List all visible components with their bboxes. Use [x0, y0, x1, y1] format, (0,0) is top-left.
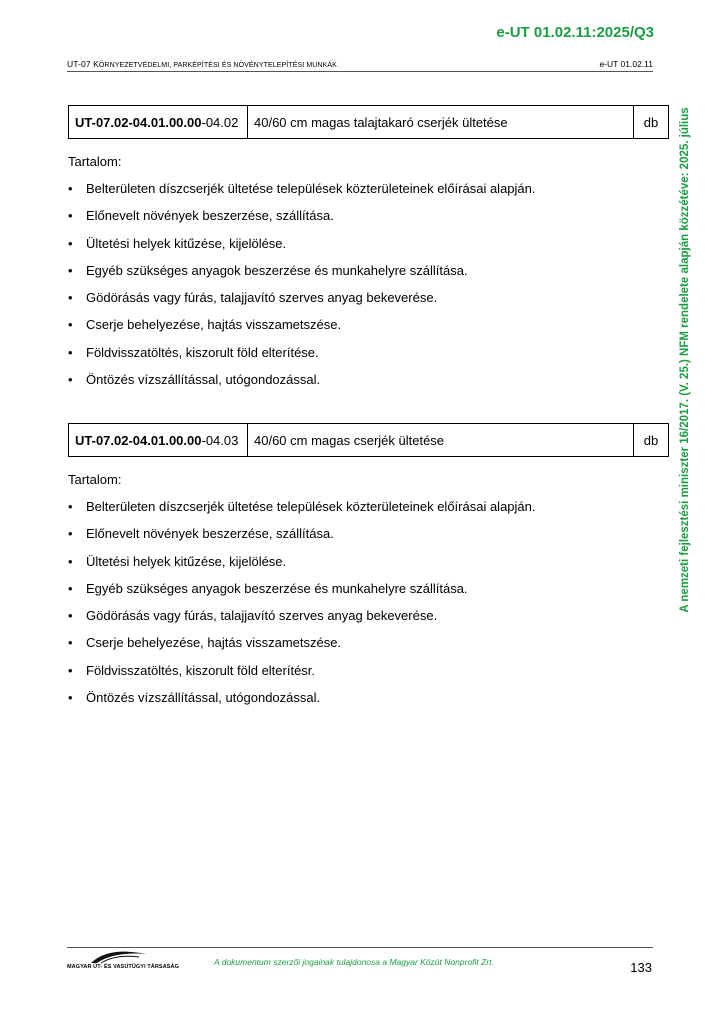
list-item-text: Ültetési helyek kitűzése, kijelölése.	[86, 235, 287, 251]
list-item-text: Gödörásás vagy fúrás, talajjavító szerves anyag bekeverése.	[86, 290, 438, 306]
list-item	[68, 553, 668, 570]
chapter-title-rest: ÖRNYEZETVÉDELMI, PARKÉPÍTÉSI ÉS NÖVÉNYTELEPÍTÉSI MUNKÁK	[98, 62, 337, 69]
bullet-icon: •	[68, 608, 73, 624]
list-item	[68, 662, 668, 679]
list-item-text: Cserje behelyezése, hajtás visszametszése.	[86, 317, 342, 333]
bullet-icon: •	[68, 290, 73, 306]
bullet-icon: •	[68, 344, 73, 360]
item-unit-cell: db	[634, 424, 669, 457]
list-item	[68, 498, 668, 515]
bullet-icon: •	[68, 526, 73, 542]
list-item	[68, 262, 668, 279]
list-item-text: Földvisszatöltés, kiszorult föld elterítése.	[86, 344, 319, 360]
item-table-2	[68, 423, 669, 457]
list-item-text: Gödörásás vagy fúrás, talajjavító szerves anyag bekeverése.	[86, 608, 438, 624]
bullet-icon: •	[68, 635, 73, 651]
item-code-cell	[69, 106, 248, 139]
list-item-text: Öntözés vízszállítással, utógondozással.	[86, 372, 321, 388]
list-item-text: Egyéb szükséges anyagok beszerzése és munkahelyre szállítása.	[86, 262, 468, 278]
list-item	[68, 525, 668, 542]
item-code-bold: UT-07.02-04.01.00.00	[75, 114, 202, 130]
bullet-icon: •	[68, 208, 73, 224]
side-publication-note-text: A nemzeti fejlesztési miniszter 16/2017. (V. 25.) NFM rendelete alapján közzétéve: 2025. július	[679, 107, 691, 613]
item-content-2	[68, 471, 668, 716]
content-label: Tartalom:	[68, 472, 122, 487]
logo-text: MAGYAR ÚT- ÉS VASÚTÜGYI TÁRSASÁG	[67, 964, 179, 970]
item-code-bold: UT-07.02-04.01.00.00	[75, 432, 202, 448]
list-item-text: Földvisszatöltés, kiszorult föld elterítésr.	[86, 662, 316, 678]
bullet-icon: •	[68, 499, 73, 514]
list-item	[68, 180, 668, 197]
bullet-icon: •	[68, 690, 73, 706]
bullet-icon: •	[68, 580, 73, 596]
list-item	[68, 235, 668, 252]
bullet-icon: •	[68, 372, 73, 388]
list-item-text: Belterületen díszcserjék ültetése települések közterületeinek előírásai alapján.	[86, 499, 536, 514]
list-item	[68, 316, 668, 333]
item-row	[69, 424, 669, 457]
list-item	[68, 689, 668, 706]
item-table-1	[68, 105, 669, 139]
item-code-suffix: -04.02	[201, 114, 239, 130]
chapter-title	[67, 59, 337, 69]
item-code-suffix: -04.03	[201, 432, 239, 448]
list-item	[68, 580, 668, 597]
item-row	[69, 106, 669, 139]
list-item	[68, 607, 668, 624]
list-item-text: Egyéb szükséges anyagok beszerzése és munkahelyre szállítása.	[86, 580, 468, 596]
item-title-cell: 40/60 cm magas cserjék ültetése	[248, 424, 634, 457]
list-item	[68, 207, 668, 224]
item-content-1	[68, 153, 668, 398]
header-divider	[67, 71, 653, 72]
bullet-icon: •	[68, 317, 73, 333]
side-publication-note	[679, 107, 695, 613]
item-code-cell	[69, 424, 248, 457]
list-item	[68, 289, 668, 306]
bullet-icon: •	[68, 181, 73, 196]
list-item-text: Cserje behelyezése, hajtás visszametszése.	[86, 635, 342, 651]
page-number: 133	[630, 960, 652, 975]
list-item	[68, 344, 668, 361]
document-code: e-UT 01.02.11:2025/Q3	[496, 24, 654, 41]
copyright-notice: A dokumentum szerzői jogainak tulajdonosa a Magyar Közút Nonprofit Zrt.	[214, 957, 494, 967]
list-item	[68, 371, 668, 388]
list-item-text: Öntözés vízszállítással, utógondozással.	[86, 690, 321, 706]
bullet-icon: •	[68, 235, 73, 251]
bullet-icon: •	[68, 662, 73, 678]
list-item-text: Előnevelt növények beszerzése, szállítása.	[86, 208, 334, 224]
item-title-cell: 40/60 cm magas talajtakaró cserjék ültetése	[248, 106, 634, 139]
society-logo	[67, 948, 179, 974]
header-right-code: e-UT 01.02.11	[599, 59, 653, 69]
bullet-icon: •	[68, 553, 73, 569]
road-swoosh-icon	[89, 948, 149, 964]
chapter-title-prefix: UT-07 K	[67, 59, 99, 69]
content-label: Tartalom:	[68, 154, 122, 169]
list-item	[68, 634, 668, 651]
list-item-text: Belterületen díszcserjék ültetése települések közterületeinek előírásai alapján.	[86, 181, 536, 196]
list-item-text: Előnevelt növények beszerzése, szállítása.	[86, 526, 334, 542]
item-unit-cell: db	[634, 106, 669, 139]
list-item-text: Ültetési helyek kitűzése, kijelölése.	[86, 553, 287, 569]
content-bullet-list	[68, 498, 668, 706]
bullet-icon: •	[68, 262, 73, 278]
content-bullet-list	[68, 180, 668, 388]
